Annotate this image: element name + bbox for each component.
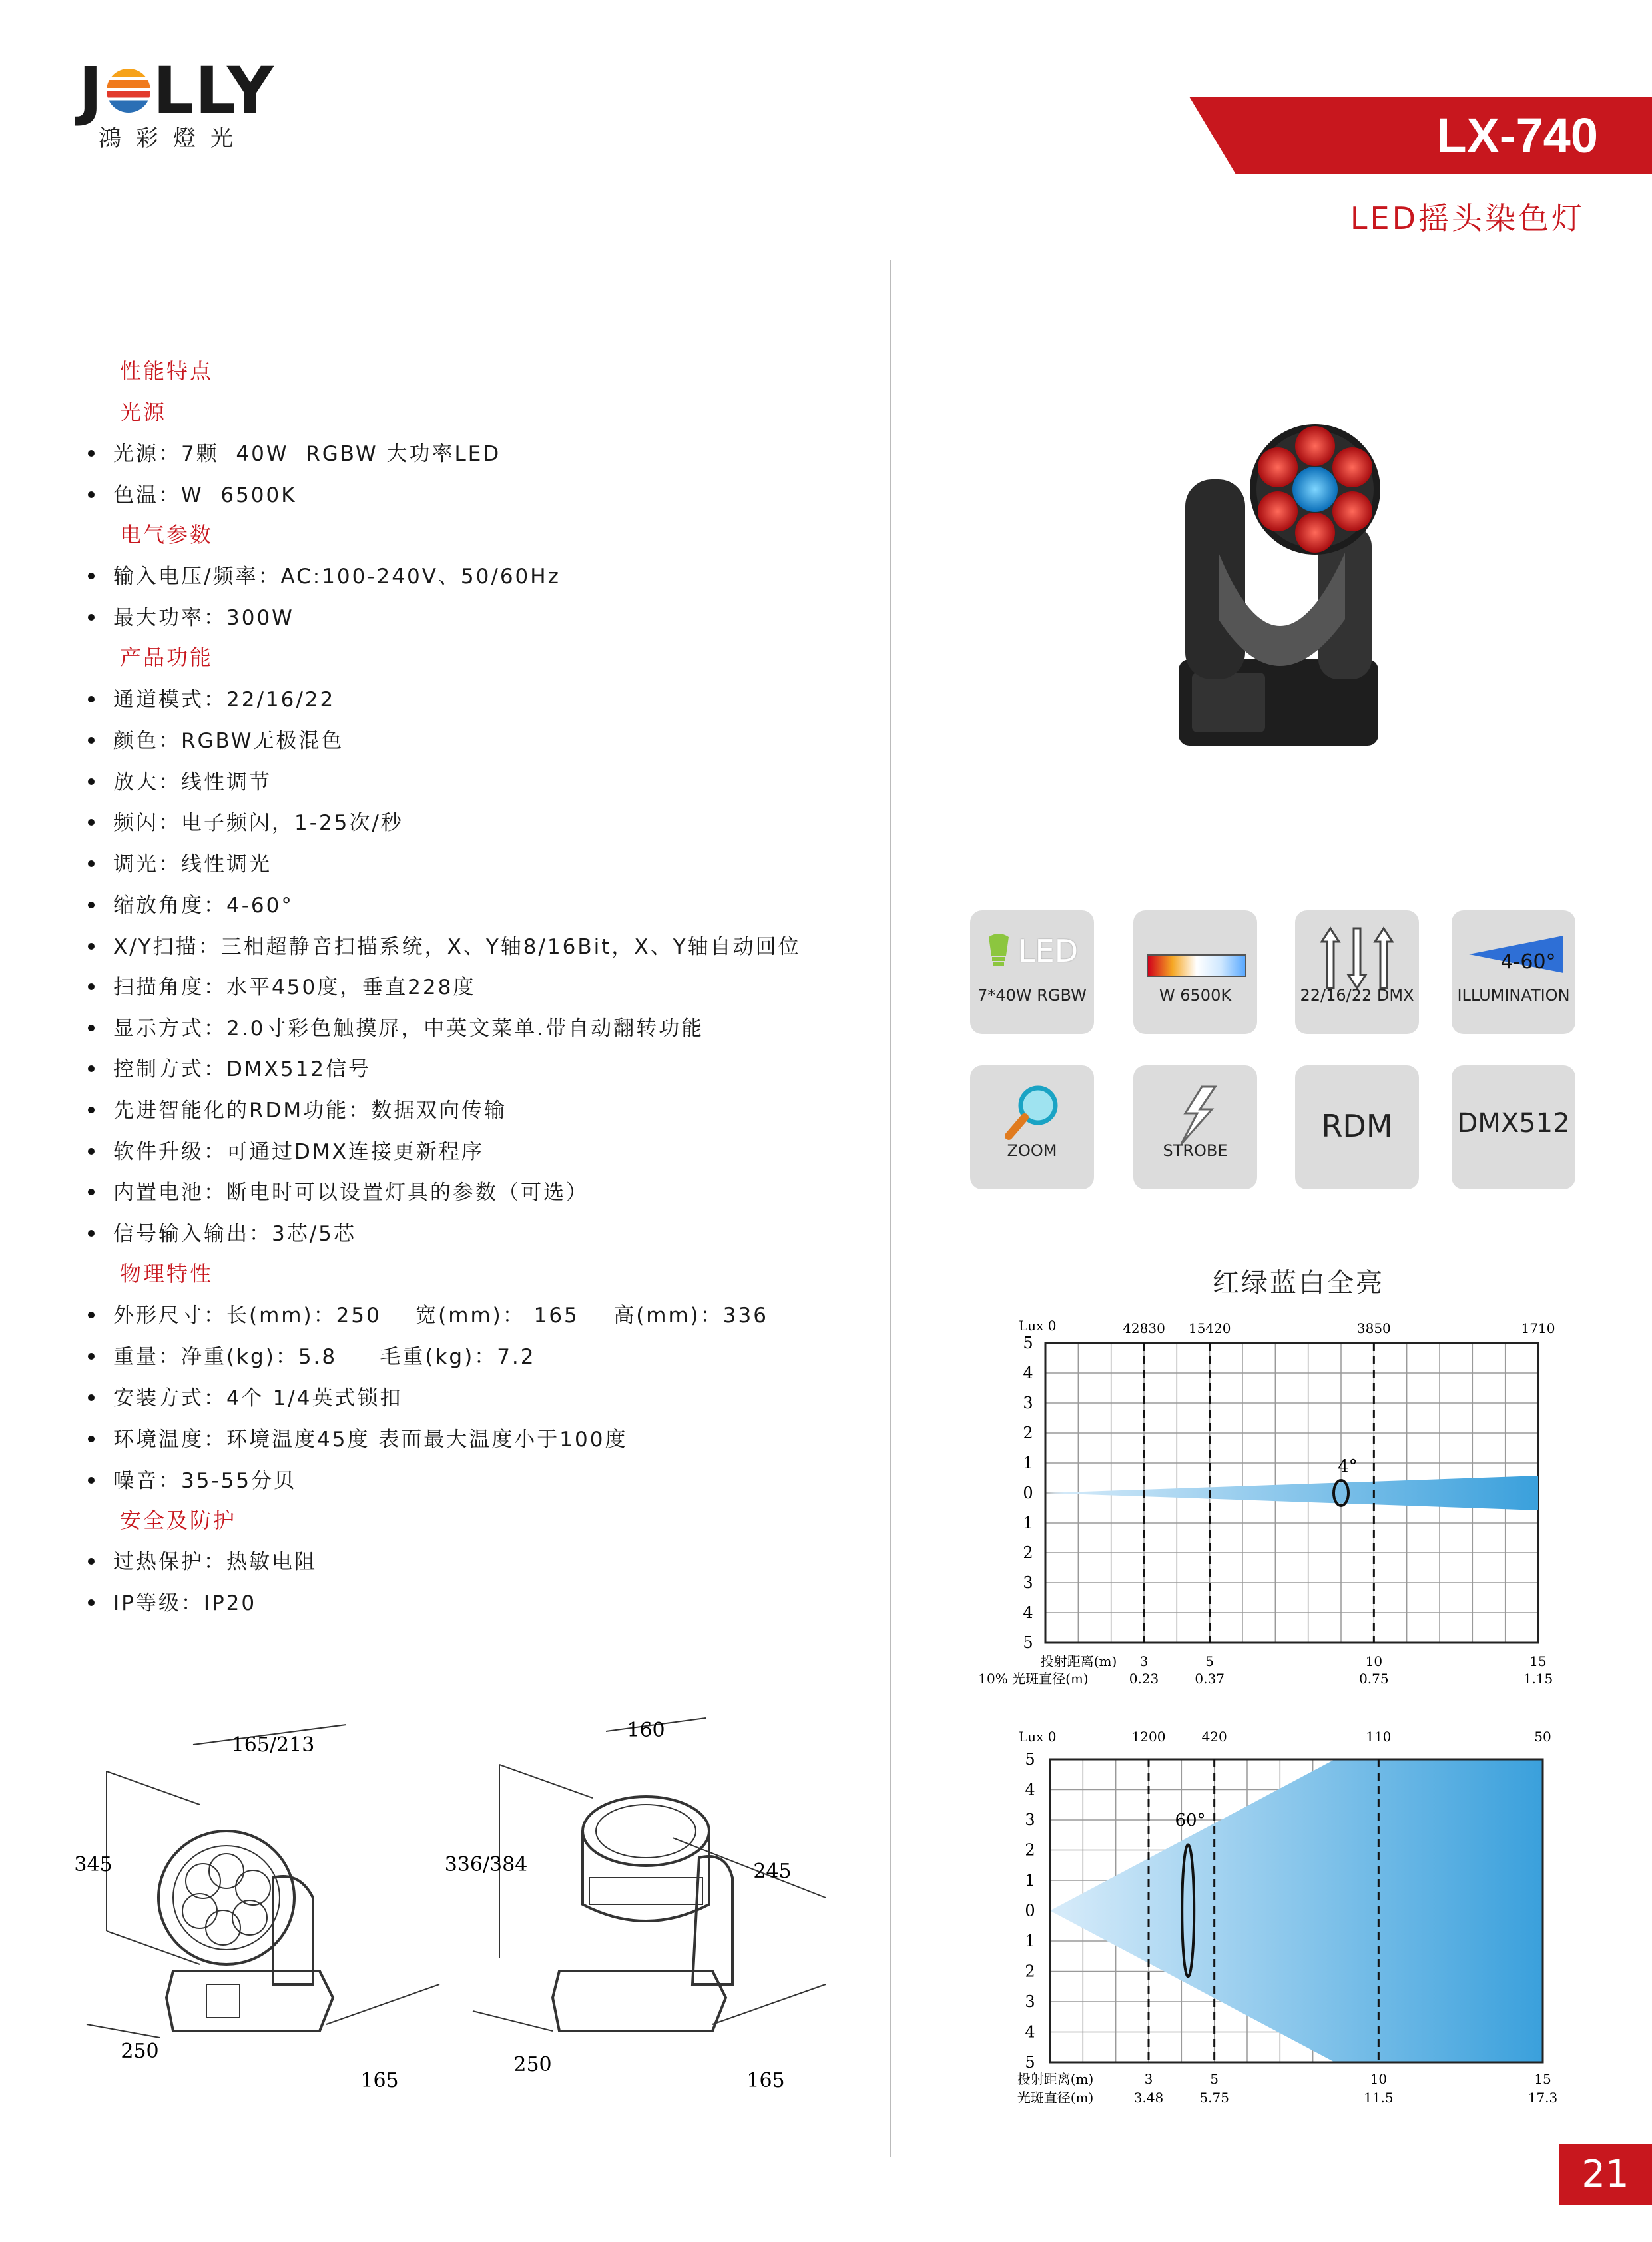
spec-text: 控制方式：DMX512信号 — [113, 1057, 372, 1081]
spec-text: 光源：7颗 40W RGBW 大功率LED — [113, 442, 501, 466]
icon-tile-illumination — [1452, 910, 1575, 1034]
bullet-icon — [88, 1558, 95, 1565]
icon-tile-dmx512 — [1452, 1065, 1575, 1189]
bullet-icon — [88, 1599, 95, 1606]
specs-heading: 性能特点 — [120, 358, 214, 384]
spec-item — [88, 847, 272, 877]
distance-value: 10 — [1365, 1653, 1383, 1669]
product-photo — [1165, 420, 1392, 766]
spec-item — [88, 559, 561, 589]
beam-angle-label: 4° — [1338, 1456, 1358, 1477]
beam-angle-glyph: 4-60° — [1500, 950, 1556, 974]
spec-text: 环境温度：环境温度45度 表面最大温度小于100度 — [113, 1428, 628, 1452]
spec-text: X/Y扫描：三相超静音扫描系统，X、Y轴8/16Bit，X、Y轴自动回位 — [113, 935, 801, 959]
distance-values — [1140, 1653, 1547, 1669]
bullet-icon — [88, 778, 95, 785]
distance-label: 投射距离(m) — [1017, 2071, 1094, 2087]
spec-item — [88, 1545, 317, 1575]
y-tick-label: 2 — [1023, 1543, 1033, 1562]
distance-values — [1145, 2071, 1551, 2087]
lux-value: 3850 — [1356, 1320, 1391, 1336]
brand-letters-lly: LLY — [152, 53, 275, 128]
distance-value: 15 — [1534, 2071, 1551, 2087]
model-title: LX-740 — [1436, 108, 1598, 163]
dim-length: 250 — [121, 2040, 159, 2063]
icon-label: ILLUMINATION — [1457, 986, 1570, 1005]
spec-item — [88, 1011, 704, 1041]
section-physical: 物理特性 — [120, 1261, 214, 1286]
dimension-drawing-front — [73, 1705, 446, 2092]
spec-text: 通道模式：22/16/22 — [113, 688, 336, 712]
distance-value: 15 — [1529, 1653, 1547, 1669]
spec-text: 软件升级：可通过DMX连接更新程序 — [113, 1140, 484, 1164]
dim-height: 345 — [74, 1853, 113, 1876]
dim-diagonal: 245 — [753, 1860, 792, 1883]
bullet-icon — [88, 1436, 95, 1442]
bullet-icon — [88, 943, 95, 950]
y-tick-label: 5 — [1025, 2053, 1035, 2072]
chart-section-title: 红绿蓝白全亮 — [1213, 1268, 1384, 1298]
spec-item — [88, 930, 801, 960]
y-ticks — [1023, 1334, 1033, 1652]
spec-text: 重量：净重(kg)：5.8 毛重(kg)：7.2 — [113, 1345, 536, 1369]
y-tick-label: 3 — [1025, 1811, 1035, 1829]
dim-width: 165/213 — [231, 1733, 315, 1757]
spec-item — [88, 1135, 484, 1165]
spec-text: 内置电池：断电时可以设置灯具的参数（可选） — [113, 1181, 589, 1205]
dim-height: 336/384 — [444, 1853, 528, 1876]
diameter-value: 11.5 — [1364, 2090, 1394, 2105]
dim-length: 250 — [513, 2053, 552, 2076]
y-tick-label: 1 — [1025, 1932, 1035, 1950]
icon-label: STROBE — [1163, 1141, 1228, 1160]
icon-tile-zoom — [970, 1065, 1094, 1189]
lux-value: 50 — [1534, 1729, 1551, 1745]
spec-text: 缩放角度：4-60° — [113, 894, 294, 918]
led-glyph: LED — [1018, 933, 1079, 969]
bullet-icon — [88, 1312, 95, 1318]
y-tick-label: 5 — [1025, 1750, 1035, 1769]
bullet-icon — [88, 1065, 95, 1072]
beam-cone — [1050, 1759, 1543, 2062]
bullet-icon — [88, 1148, 95, 1155]
spec-item — [88, 724, 344, 754]
y-ticks — [1025, 1750, 1035, 2072]
spec-text: 最大功率：300W — [113, 606, 294, 630]
dim-width: 160 — [627, 1719, 665, 1742]
diameter-values — [1134, 2090, 1558, 2105]
spec-item — [88, 1217, 356, 1247]
lux-values — [1132, 1729, 1551, 1745]
model-subtitle: LED摇头染色灯 — [1350, 200, 1585, 236]
brand-letter-j: J — [79, 53, 104, 128]
bullet-icon — [88, 983, 95, 990]
dim-depth: 165 — [360, 2069, 399, 2092]
spec-item — [88, 1093, 507, 1123]
sun-logo-icon — [107, 69, 150, 113]
spec-text: 扫描角度：水平450度，垂直228度 — [113, 976, 476, 999]
icon-label: ZOOM — [1007, 1141, 1057, 1160]
bullet-icon — [88, 614, 95, 621]
y-tick-label: 2 — [1025, 1840, 1035, 1860]
section-functions: 产品功能 — [120, 645, 214, 670]
icon-tile-strobe — [1133, 1065, 1257, 1189]
spec-text: 放大：线性调节 — [113, 770, 272, 794]
section-safety: 安全及防护 — [120, 1508, 237, 1533]
bullet-icon — [88, 1394, 95, 1401]
lux-value: 1200 — [1131, 1729, 1166, 1745]
distance-value: 3 — [1139, 1653, 1149, 1669]
bullet-icon — [88, 1025, 95, 1031]
section-light-source: 光源 — [120, 400, 167, 425]
section-electrical: 电气参数 — [120, 522, 214, 547]
bullet-icon — [88, 902, 95, 908]
bullet-icon — [88, 1230, 95, 1237]
lux-value: 1710 — [1521, 1320, 1555, 1336]
spec-item — [88, 478, 297, 508]
y-tick-label: 5 — [1023, 1633, 1033, 1652]
spec-item — [88, 888, 294, 918]
brand-wordmark — [79, 53, 275, 128]
channel-arrows-icon — [1320, 925, 1394, 991]
page-number: 21 — [1581, 2153, 1629, 2196]
spec-item — [88, 765, 272, 795]
diameter-values — [1129, 1671, 1553, 1687]
bullet-icon — [88, 737, 95, 744]
dimension-drawing-side — [444, 1705, 832, 2092]
spec-item — [88, 1175, 589, 1205]
spec-item — [88, 1464, 296, 1494]
spec-text: 过热保护：热敏电阻 — [113, 1550, 317, 1574]
y-tick-label: 5 — [1023, 1334, 1033, 1352]
color-temperature-icon — [1147, 954, 1246, 977]
spec-item — [88, 1340, 536, 1370]
icon-tile-channels — [1295, 910, 1419, 1034]
bullet-icon — [88, 1107, 95, 1113]
bullet-icon — [88, 573, 95, 579]
diameter-label: 10% 光斑直径(m) — [978, 1671, 1089, 1687]
dim-depth: 165 — [746, 2069, 785, 2092]
icon-tile-rdm — [1295, 1065, 1419, 1189]
y-tick-label: 3 — [1023, 1573, 1033, 1592]
spec-item — [88, 683, 335, 712]
distance-value: 5 — [1205, 1653, 1215, 1669]
spec-text: 频闪：电子频闪，1-25次/秒 — [113, 811, 404, 835]
y-tick-label: 1 — [1023, 1514, 1033, 1532]
icon-tile-led — [970, 910, 1094, 1034]
diameter-value: 3.48 — [1133, 2090, 1164, 2105]
y-tick-label: 0 — [1025, 1901, 1035, 1920]
distance-value: 3 — [1144, 2071, 1153, 2087]
y-tick-label: 1 — [1025, 1871, 1035, 1890]
brand-subtitle: 鴻彩燈光 — [99, 125, 248, 152]
lux-value: 15420 — [1188, 1320, 1231, 1336]
beam-cone — [1045, 1476, 1538, 1510]
spec-item — [88, 970, 475, 1000]
diameter-label: 光斑直径(m) — [1017, 2090, 1094, 2105]
diameter-value: 17.3 — [1527, 2090, 1558, 2105]
y-tick-label: 3 — [1025, 1992, 1035, 2011]
lux-value: 42830 — [1123, 1320, 1165, 1336]
column-divider — [890, 260, 891, 2157]
strobe-icon — [1165, 1085, 1225, 1145]
icon-tile-color-temp — [1133, 910, 1257, 1034]
beam-angle-label: 60° — [1175, 1811, 1206, 1831]
dmx512-icon: DMX512 — [1457, 1108, 1570, 1139]
distance-value: 10 — [1370, 2071, 1388, 2087]
bullet-icon — [88, 819, 95, 826]
lux-value: 420 — [1201, 1729, 1227, 1745]
spec-text: 颜色：RGBW无极混色 — [113, 729, 344, 753]
icon-label: W 6500K — [1159, 986, 1232, 1005]
bullet-icon — [88, 1353, 95, 1360]
rdm-icon: RDM — [1321, 1108, 1393, 1144]
spec-item — [88, 601, 294, 631]
bullet-icon — [88, 696, 95, 702]
spec-text: 色温：W 6500K — [113, 483, 297, 507]
brand-logo — [79, 53, 275, 153]
lux-label: Lux 0 — [1019, 1729, 1057, 1745]
spec-item — [88, 1422, 627, 1452]
distance-label: 投射距离(m) — [1040, 1653, 1117, 1669]
y-tick-label: 2 — [1023, 1424, 1033, 1442]
diameter-value: 0.37 — [1195, 1671, 1225, 1687]
spec-text: 调光：线性调光 — [113, 852, 272, 876]
lux-values — [1123, 1320, 1555, 1336]
diameter-value: 0.75 — [1359, 1671, 1389, 1687]
diameter-value: 5.75 — [1199, 2090, 1229, 2105]
diameter-value: 0.23 — [1129, 1671, 1159, 1687]
diameter-value: 1.15 — [1523, 1671, 1553, 1687]
spec-item — [88, 1052, 371, 1082]
spec-text: 安装方式：4个 1/4英式锁扣 — [113, 1386, 403, 1410]
spec-text: 外形尺寸：长(mm)：250 宽(mm)： 165 高(mm)：336 — [113, 1304, 768, 1328]
icon-label: 22/16/22 DMX — [1300, 986, 1414, 1005]
spec-text: 信号输入输出：3芯/5芯 — [113, 1222, 356, 1246]
beam-chart-narrow — [959, 1312, 1558, 1691]
bullet-icon — [88, 1189, 95, 1195]
spec-text: IP等级：IP20 — [113, 1591, 257, 1615]
spec-text: 噪音：35-55分贝 — [113, 1469, 297, 1493]
bullet-icon — [88, 450, 95, 457]
zoom-icon — [1003, 1083, 1063, 1143]
spec-item — [88, 1381, 402, 1411]
spec-item — [88, 437, 501, 467]
y-tick-label: 4 — [1025, 2022, 1035, 2042]
lux-value: 110 — [1366, 1729, 1392, 1745]
spec-text: 输入电压/频率：AC:100-240V、50/60Hz — [113, 565, 561, 589]
bullet-icon — [88, 860, 95, 867]
bullet-icon — [88, 1477, 95, 1484]
y-tick-label: 0 — [1023, 1484, 1033, 1502]
spec-text: 先进智能化的RDM功能：数据双向传输 — [113, 1099, 507, 1123]
y-tick-label: 2 — [1025, 1962, 1035, 1981]
distance-value: 5 — [1210, 2071, 1219, 2087]
y-tick-label: 4 — [1025, 1780, 1035, 1799]
icon-label: 7*40W RGBW — [977, 986, 1087, 1005]
spec-item — [88, 1298, 768, 1328]
y-tick-label: 3 — [1023, 1394, 1033, 1412]
beam-chart-wide — [959, 1721, 1558, 2114]
y-tick-label: 1 — [1023, 1454, 1033, 1472]
spec-item — [88, 806, 404, 836]
spec-text: 显示方式：2.0寸彩色触摸屏，中英文菜单.带自动翻转功能 — [113, 1017, 704, 1041]
spec-item — [88, 1586, 256, 1616]
lux-label: Lux 0 — [1019, 1318, 1057, 1334]
bullet-icon — [88, 491, 95, 498]
y-tick-label: 4 — [1023, 1364, 1033, 1382]
y-tick-label: 4 — [1023, 1603, 1033, 1622]
